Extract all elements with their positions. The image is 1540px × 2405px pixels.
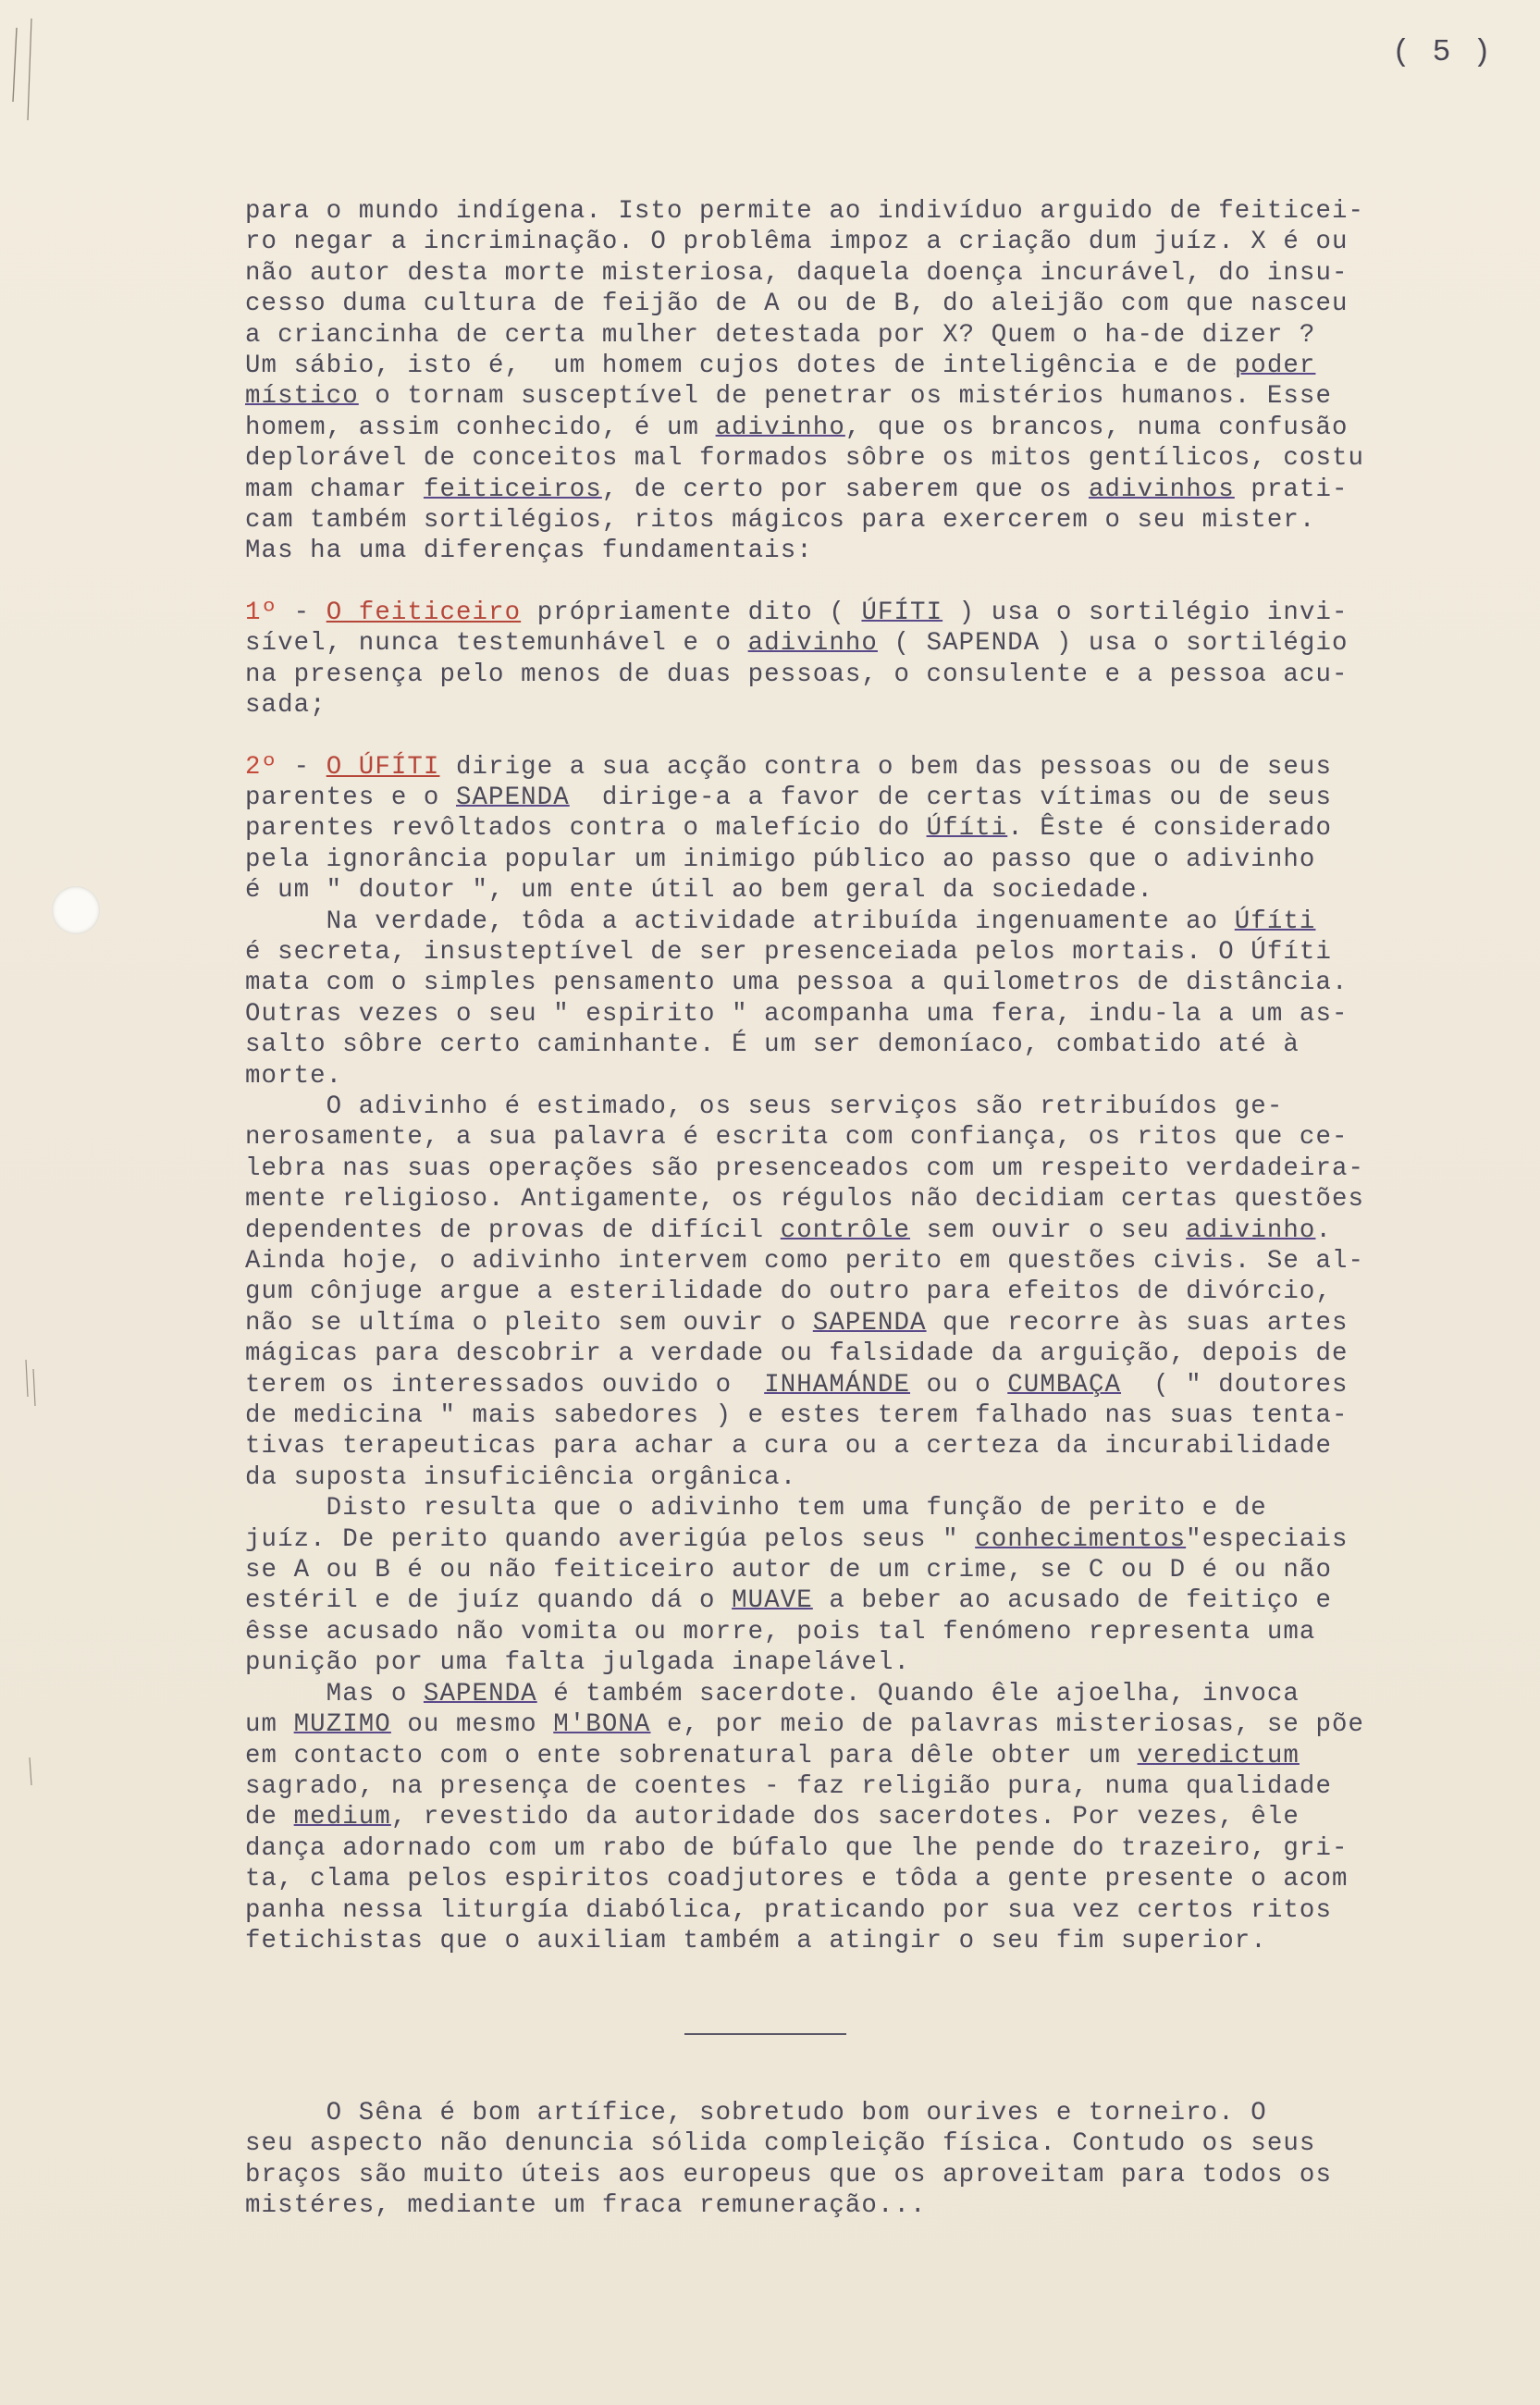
text-line	[245, 783, 1522, 813]
item-number: 1º	[245, 598, 278, 627]
text-line	[245, 752, 1522, 783]
text-line: gum cônjuge argue a esterilidade do outro para efeitos de divórcio,	[245, 1277, 1332, 1307]
text-line: lebra nas suas operações são presenceados com um respeito verdadeira-	[245, 1153, 1365, 1183]
text-line	[245, 1585, 1522, 1616]
text-line: morte.	[245, 1061, 343, 1091]
text-run: não se ultíma o pleito sem ouvir o	[245, 1308, 813, 1338]
text-line: mente religioso. Antigamente, os régulos não decidiam certas questões	[245, 1185, 1365, 1215]
text-line	[245, 381, 1522, 412]
text-run: parentes revôltados contra o malefício do	[245, 814, 927, 844]
text-run: em contacto com o ente sobrenatural para dêle obter um	[245, 1741, 1138, 1770]
underlined-term: M'BONA	[553, 1710, 651, 1740]
text-run: mam chamar	[245, 475, 424, 504]
text-line: Mas ha uma diferenças fundamentais:	[245, 536, 813, 566]
text-run: ou mesmo	[390, 1710, 554, 1740]
underlined-term: adivinhos	[1088, 475, 1235, 504]
text-run: Mas o	[245, 1679, 424, 1708]
text-line: O Sêna é bom artífice, sobretudo bom ourives e torneiro. O	[245, 2099, 1267, 2128]
underlined-term: INHAMÁNDE	[764, 1370, 911, 1400]
underlined-term: MUAVE	[732, 1586, 813, 1616]
text-line: ta, clama pelos espiritos coadjutores e tôda a gente presente o acom	[245, 1865, 1349, 1894]
text-run: dependentes de provas de difícil	[245, 1215, 781, 1245]
text-line	[245, 1215, 1522, 1246]
underlined-term: adivinho	[1186, 1215, 1316, 1245]
text-line: Ainda hoje, o adivinho intervem como perito em questões civis. Se al-	[245, 1247, 1365, 1276]
text-run: estéril e de juíz quando dá o	[245, 1586, 733, 1616]
text-line	[245, 351, 1522, 381]
underlined-term: SAPENDA	[812, 1308, 927, 1338]
text-run: . Êste é considerado	[1007, 814, 1332, 844]
underlined-term: poder	[1234, 352, 1316, 381]
text-line	[245, 1524, 1522, 1555]
text-line: deplorável de conceitos mal formados sôbre os mitos gentílicos, costu	[245, 444, 1365, 474]
text-run: -	[277, 752, 326, 782]
text-line	[245, 813, 1522, 844]
underlined-term: Úfíti	[1234, 906, 1316, 936]
text-line: panha nessa liturgía diabólica, praticando por sua vez certos ritos	[245, 1895, 1332, 1925]
text-line: é secreta, insusteptível de ser presenceiada pelos mortais. O Úfíti	[245, 937, 1332, 967]
text-line	[245, 413, 1522, 443]
underlined-term: contrôle	[780, 1215, 911, 1245]
list-item-2	[245, 752, 1522, 1957]
text-line: dança adornado com um rabo de búfalo que lhe pende do trazeiro, gri-	[245, 1833, 1349, 1863]
text-line	[245, 1370, 1522, 1400]
text-run: Um sábio, isto é, um homem cujos dotes de inteligência e de	[245, 352, 1235, 381]
text-run: dirige a sua acção contra o bem das pessoas ou de seus	[439, 752, 1333, 782]
text-run: sem ouvir o seu	[910, 1215, 1187, 1245]
text-line: na presença pelo menos de duas pessoas, o consulente e a pessoa acu-	[245, 660, 1349, 689]
text-line	[245, 1709, 1522, 1740]
section-divider	[684, 2033, 846, 2035]
text-run: , que os brancos, numa confusão	[844, 413, 1349, 442]
text-run: que recorre às suas artes	[926, 1308, 1349, 1338]
paragraph-intro	[245, 196, 1522, 567]
page-number: ( 5 )	[1392, 35, 1494, 69]
document-body	[245, 196, 1522, 1956]
text-line: da suposta insuficiência orgânica.	[245, 1462, 797, 1492]
text-run: e, por meio de palavras misteriosas, se põe	[650, 1710, 1365, 1740]
punch-hole	[52, 886, 100, 934]
underlined-term: feiticeiros	[423, 475, 602, 504]
underlined-term: CUMBAÇA	[1007, 1370, 1122, 1400]
text-run: , revestido da autoridade dos sacerdotes. Por vezes, êle	[390, 1803, 1300, 1832]
text-run: , de certo por saberem que os	[601, 475, 1089, 504]
text-run: ( " doutores	[1121, 1370, 1349, 1400]
text-line: braços são muito úteis aos europeus que os aproveitam para todos os	[245, 2160, 1332, 2189]
text-run: parentes e o	[245, 783, 456, 812]
text-run: juíz. De perito quando averigúa pelos seus "	[245, 1524, 976, 1554]
text-line	[245, 1308, 1522, 1338]
text-line: nerosamente, a sua palavra é escrita com confiança, os ritos que ce-	[245, 1123, 1349, 1153]
underlined-term: ÚFÍTI	[861, 598, 943, 627]
text-run: é também sacerdote. Quando êle ajoelha, invoca	[536, 1679, 1300, 1708]
text-line: mágicas para descobrir a verdade ou falsidade da arguição, depois de	[245, 1339, 1349, 1369]
text-run: Na verdade, tôda a actividade atribuída ingenuamente ao	[245, 906, 1235, 936]
text-line	[245, 1802, 1522, 1832]
text-line: mata com o simples pensamento uma pessoa a quilometros de distância.	[245, 968, 1349, 998]
list-item-1	[245, 598, 1522, 722]
text-run: "especiais	[1186, 1524, 1349, 1554]
highlighted-term: O ÚFÍTI	[326, 752, 440, 782]
text-line: cam também sortilégios, ritos mágicos para exercerem o seu mister.	[245, 506, 1316, 536]
text-line	[245, 598, 1522, 628]
text-line: de medicina " mais sabedores ) e estes terem falhado nas suas tenta-	[245, 1401, 1349, 1431]
underlined-term: medium	[293, 1803, 391, 1832]
underlined-term: Úfíti	[926, 814, 1008, 844]
text-line	[245, 628, 1522, 659]
text-line: pela ignorância popular um inimigo público ao passo que o adivinho	[245, 845, 1316, 874]
text-line: a criancinha de certa mulher detestada por X? Quem o ha-de dizer ?	[245, 320, 1316, 350]
text-run: ou o	[910, 1370, 1008, 1400]
text-run: .	[1315, 1215, 1333, 1245]
text-line: sada;	[245, 691, 326, 721]
highlighted-term: O feiticeiro	[326, 598, 522, 627]
text-run: terem os interessados ouvido o	[245, 1370, 765, 1400]
text-run: -	[277, 598, 326, 627]
text-run: o tornam susceptível de penetrar os mistérios humanos. Esse	[358, 382, 1332, 412]
underlined-term: adivinho	[715, 413, 845, 442]
text-line: se A ou B é ou não feiticeiro autor de um crime, se C ou D é ou não	[245, 1556, 1332, 1585]
margin-pencil-marks	[0, 0, 55, 2405]
underlined-term: místico	[245, 382, 359, 412]
text-line: fetichistas que o auxiliam também a atingir o seu fim superior.	[245, 1926, 1267, 1955]
text-line: sagrado, na presença de coentes - faz religião pura, numa qualidade	[245, 1771, 1332, 1801]
text-line	[245, 1741, 1522, 1771]
text-line: Outras vezes o seu " espirito " acompanha uma fera, indu-la a um as-	[245, 999, 1349, 1029]
text-line: não autor desta morte misteriosa, daquela doença incurável, do insu-	[245, 258, 1349, 288]
underlined-term: SAPENDA	[423, 1679, 537, 1708]
underlined-term: veredictum	[1137, 1741, 1300, 1770]
text-line: salto sôbre certo caminhante. É um ser demoníaco, combatido até à	[245, 1030, 1300, 1060]
text-run: própriamente dito (	[521, 598, 862, 627]
text-line: para o mundo indígena. Isto permite ao indivíduo arguido de feiticei-	[245, 197, 1365, 226]
text-line: O adivinho é estimado, os seus serviços são retribuídos ge-	[245, 1092, 1284, 1121]
text-run: prati-	[1234, 475, 1349, 504]
text-line	[245, 1679, 1522, 1709]
text-run: homem, assim conhecido, é um	[245, 413, 716, 442]
text-line	[245, 475, 1522, 505]
text-line	[245, 906, 1522, 937]
item-number: 2º	[245, 752, 278, 782]
text-line: punição por uma falta julgada inapelável.	[245, 1648, 911, 1678]
text-line: é um " doutor ", um ente útil ao bem geral da sociedade.	[245, 876, 1154, 906]
text-line: Disto resulta que o adivinho tem uma função de perito e de	[245, 1494, 1267, 1523]
underlined-term: conhecimentos	[975, 1524, 1187, 1554]
underlined-term: SAPENDA	[455, 783, 570, 812]
closing-paragraph	[245, 2098, 1522, 2222]
text-line: mistéres, mediante um fraca remuneração...	[245, 2191, 927, 2221]
text-line: ro negar a incriminação. O problêma impoz a criação dum juíz. X é ou	[245, 228, 1349, 257]
text-line: cesso duma cultura de feijão de A ou de B, do aleijão com que nasceu	[245, 290, 1349, 319]
underlined-term: adivinho	[747, 629, 878, 659]
text-run: ( SAPENDA ) usa o sortilégio	[877, 629, 1349, 659]
text-run: ) usa o sortilégio invi-	[942, 598, 1349, 627]
text-line: êsse acusado não vomita ou morre, pois tal fenómeno representa uma	[245, 1617, 1316, 1646]
text-run: a beber ao acusado de feitiço e	[812, 1586, 1332, 1616]
text-line: seu aspecto não denuncia sólida compleição física. Contudo os seus	[245, 2129, 1316, 2159]
text-line: tivas terapeuticas para achar a cura ou a certeza da incurabilidade	[245, 1432, 1332, 1462]
text-run: dirige-a a favor de certas vítimas ou de seus	[569, 783, 1332, 812]
text-run: um	[245, 1710, 294, 1740]
text-run: de	[245, 1803, 294, 1832]
underlined-term: MUZIMO	[293, 1710, 391, 1740]
text-run: sível, nunca testemunhável e o	[245, 629, 748, 659]
